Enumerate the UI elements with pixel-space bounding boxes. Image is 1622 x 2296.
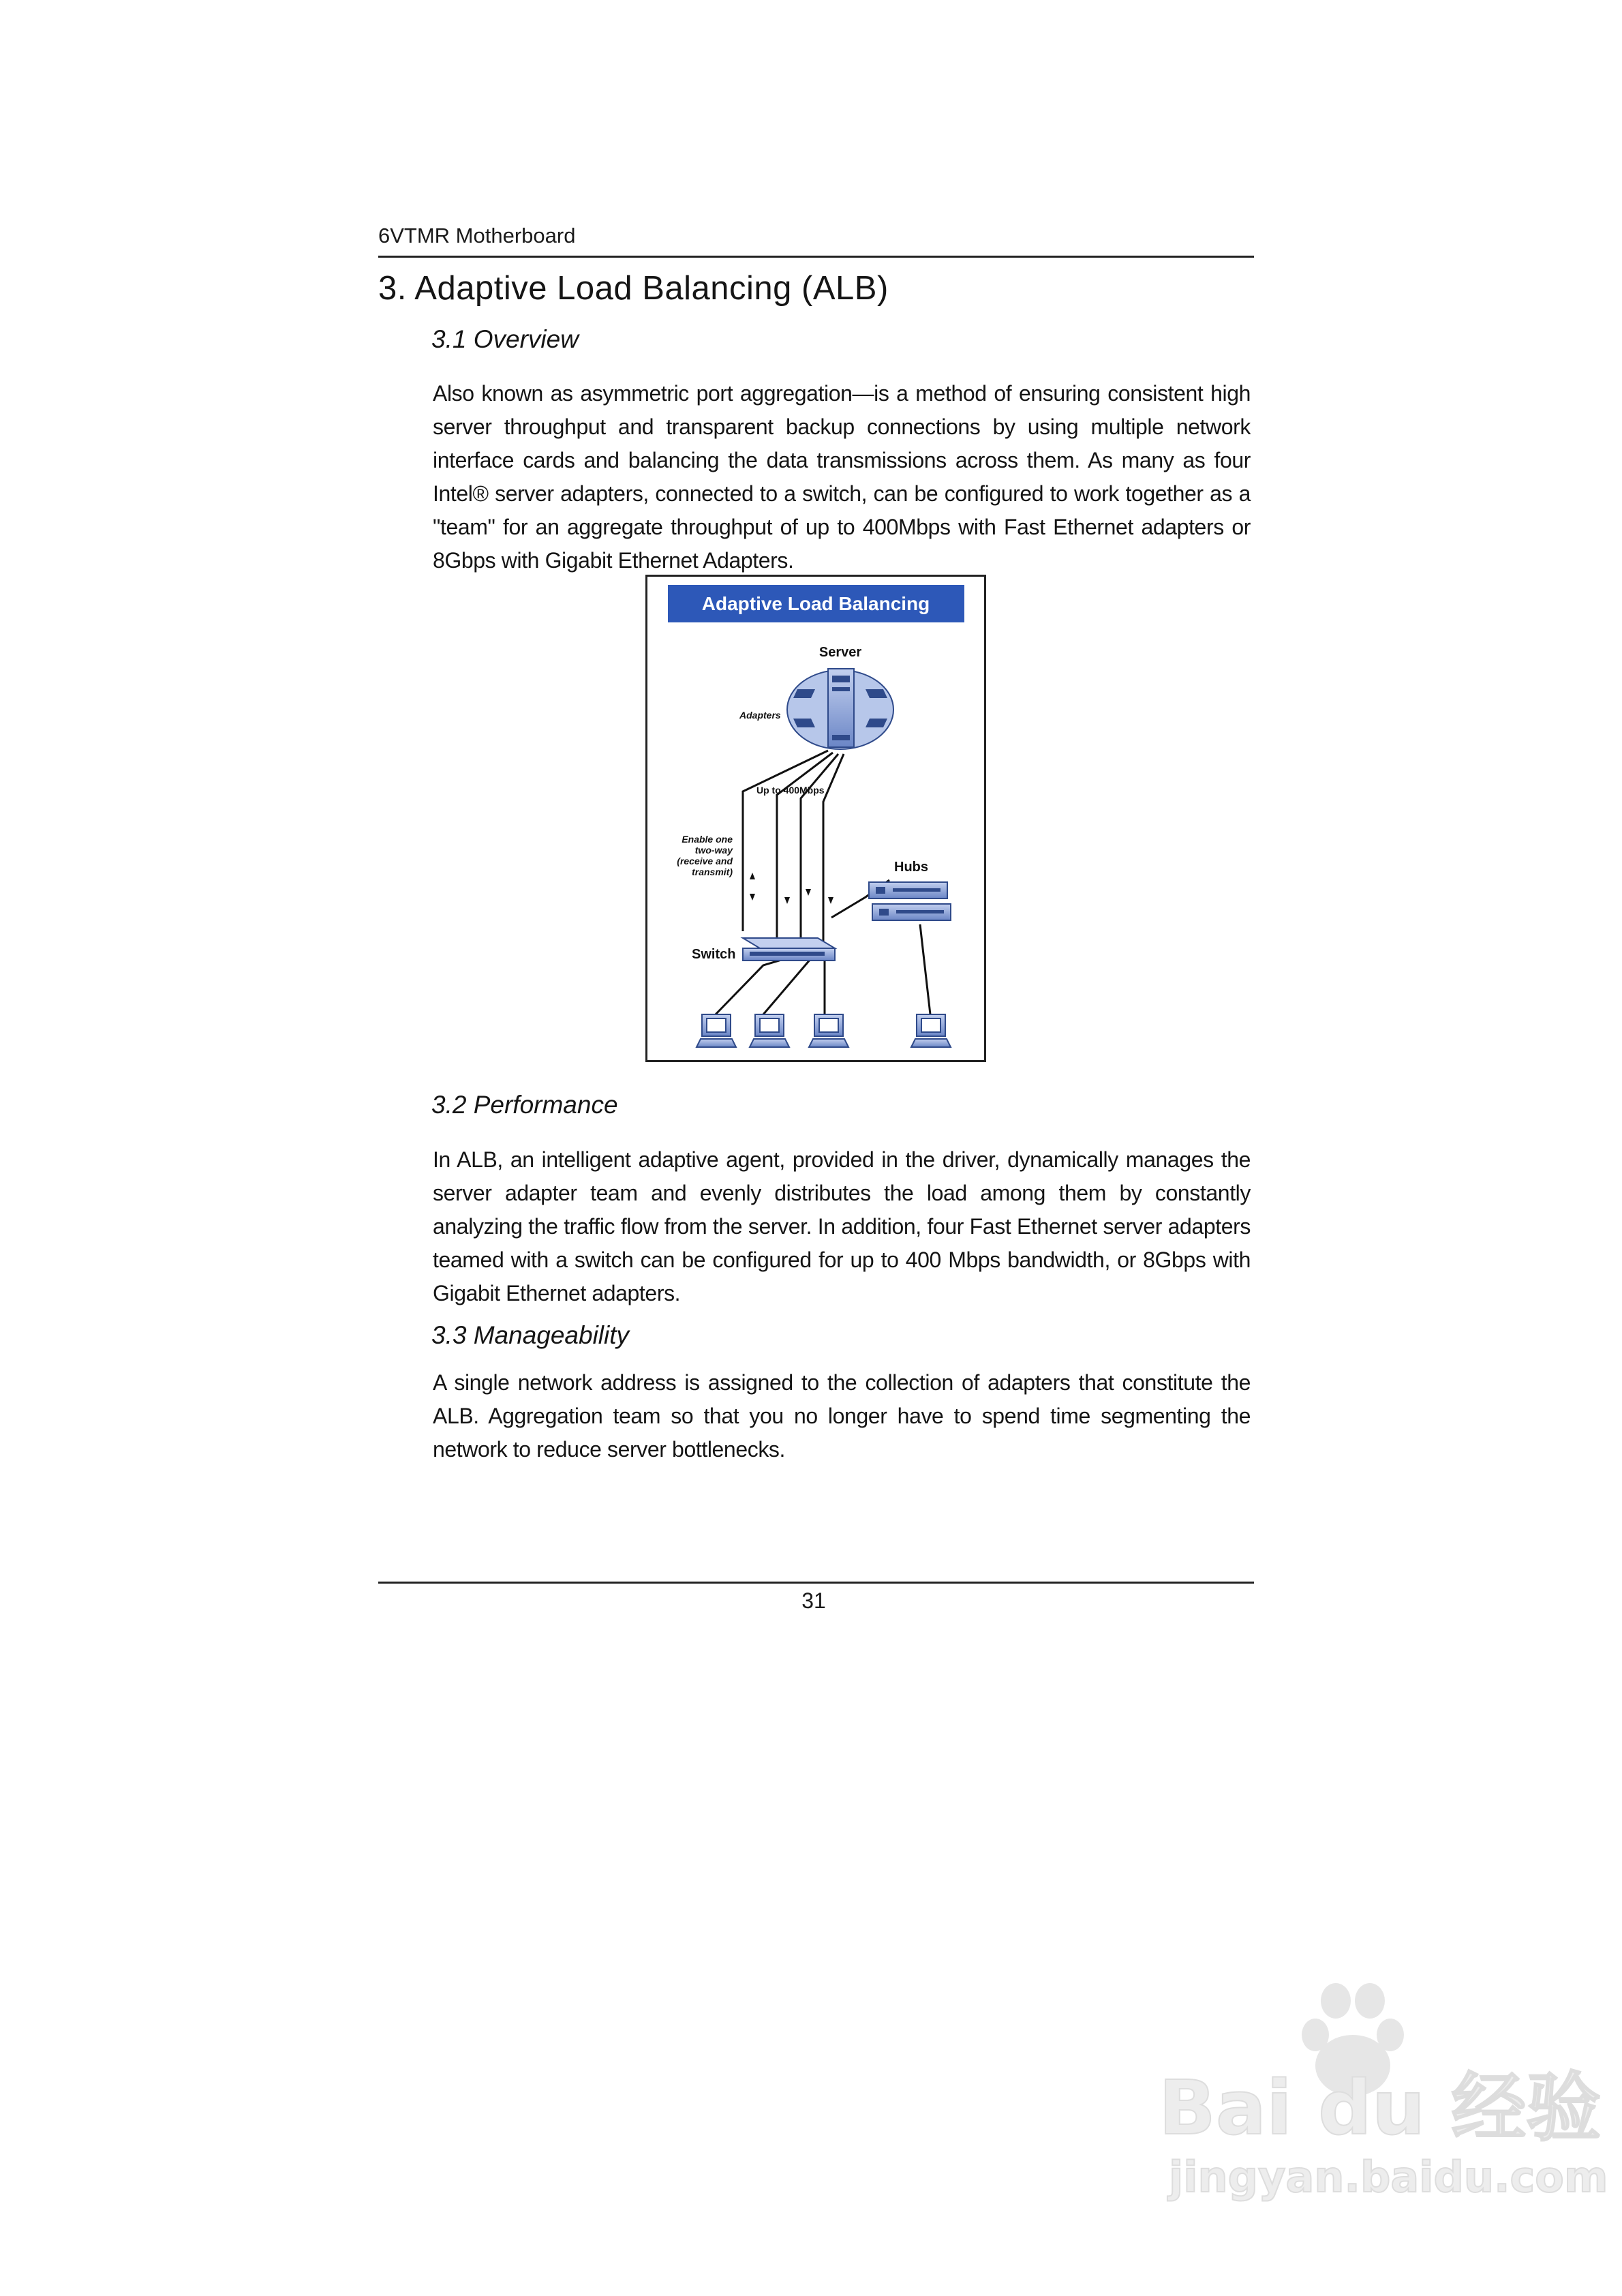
switch-label: Switch	[692, 947, 736, 962]
client-pc-icon	[809, 1014, 848, 1047]
performance-heading: 3.2 Performance	[431, 1091, 618, 1119]
hubs-label: Hubs	[894, 860, 928, 875]
svg-text:(receive and: (receive and	[677, 856, 733, 866]
svg-text:transmit): transmit)	[692, 866, 733, 877]
hub-device	[869, 882, 951, 920]
server-label: Server	[818, 645, 862, 660]
watermark-brand: Bai du 经验	[1159, 2064, 1602, 2151]
adapters-label: Adapters	[739, 710, 781, 721]
client-pc-icon	[911, 1014, 951, 1047]
manageability-heading: 3.3 Manageability	[431, 1321, 630, 1349]
flow-arrows	[750, 873, 833, 904]
overview-paragraph: Also known as asymmetric port aggregation—is a method of ensuring consistent high server throughput and transparent backup connections by using multiple network interface cards and balancing the data transmissions across them. As many as four Intel® server adapters, connected to a switch, can be configured to work together as a "team" for an aggregate throughput of up to 400Mbps with Fast Ethernet adapters or 8Gbps with Gigabit Ethernet Adapters.	[433, 381, 1251, 573]
section-title: 3. Adaptive Load Balancing (ALB)	[378, 270, 889, 307]
footer-divider	[378, 1582, 1254, 1584]
header-divider	[378, 256, 1254, 258]
alb-diagram	[645, 575, 986, 1062]
running-header: 6VTMR Motherboard	[378, 224, 576, 247]
baidu-watermark	[1152, 1980, 1608, 2216]
performance-paragraph: In ALB, an intelligent adaptive agent, provided in the driver, dynamically manages the server adapter team and evenly distributes the load among them by constantly analyzing the traffic flow from the server. In addition, four Fast Ethernet server adapters teamed with a switch can be configured for up to 400 Mbps bandwidth, or 8Gbps with Gigabit Ethernet adapters.	[433, 1147, 1251, 1305]
switch-device	[743, 938, 835, 961]
diagram-title: Adaptive Load Balancing	[701, 593, 930, 614]
client-pc-icon	[697, 1014, 736, 1047]
throughput-label: Up to 400Mbps	[756, 785, 825, 796]
overview-heading: 3.1 Overview	[431, 325, 579, 353]
client-pc-icon	[750, 1014, 789, 1047]
svg-text:Enable one: Enable one	[682, 834, 733, 845]
svg-text:two-way: two-way	[694, 845, 733, 856]
manageability-paragraph: A single network address is assigned to the collection of adapters that constitute the ALB. Aggregation team so that you no longer have to spend time segmenting the network to reduce server bottlenecks.	[433, 1370, 1251, 1462]
two-way-note	[677, 834, 733, 877]
watermark-url: jingyan.baidu.com	[1169, 2152, 1608, 2202]
page-number: 31	[801, 1588, 826, 1613]
